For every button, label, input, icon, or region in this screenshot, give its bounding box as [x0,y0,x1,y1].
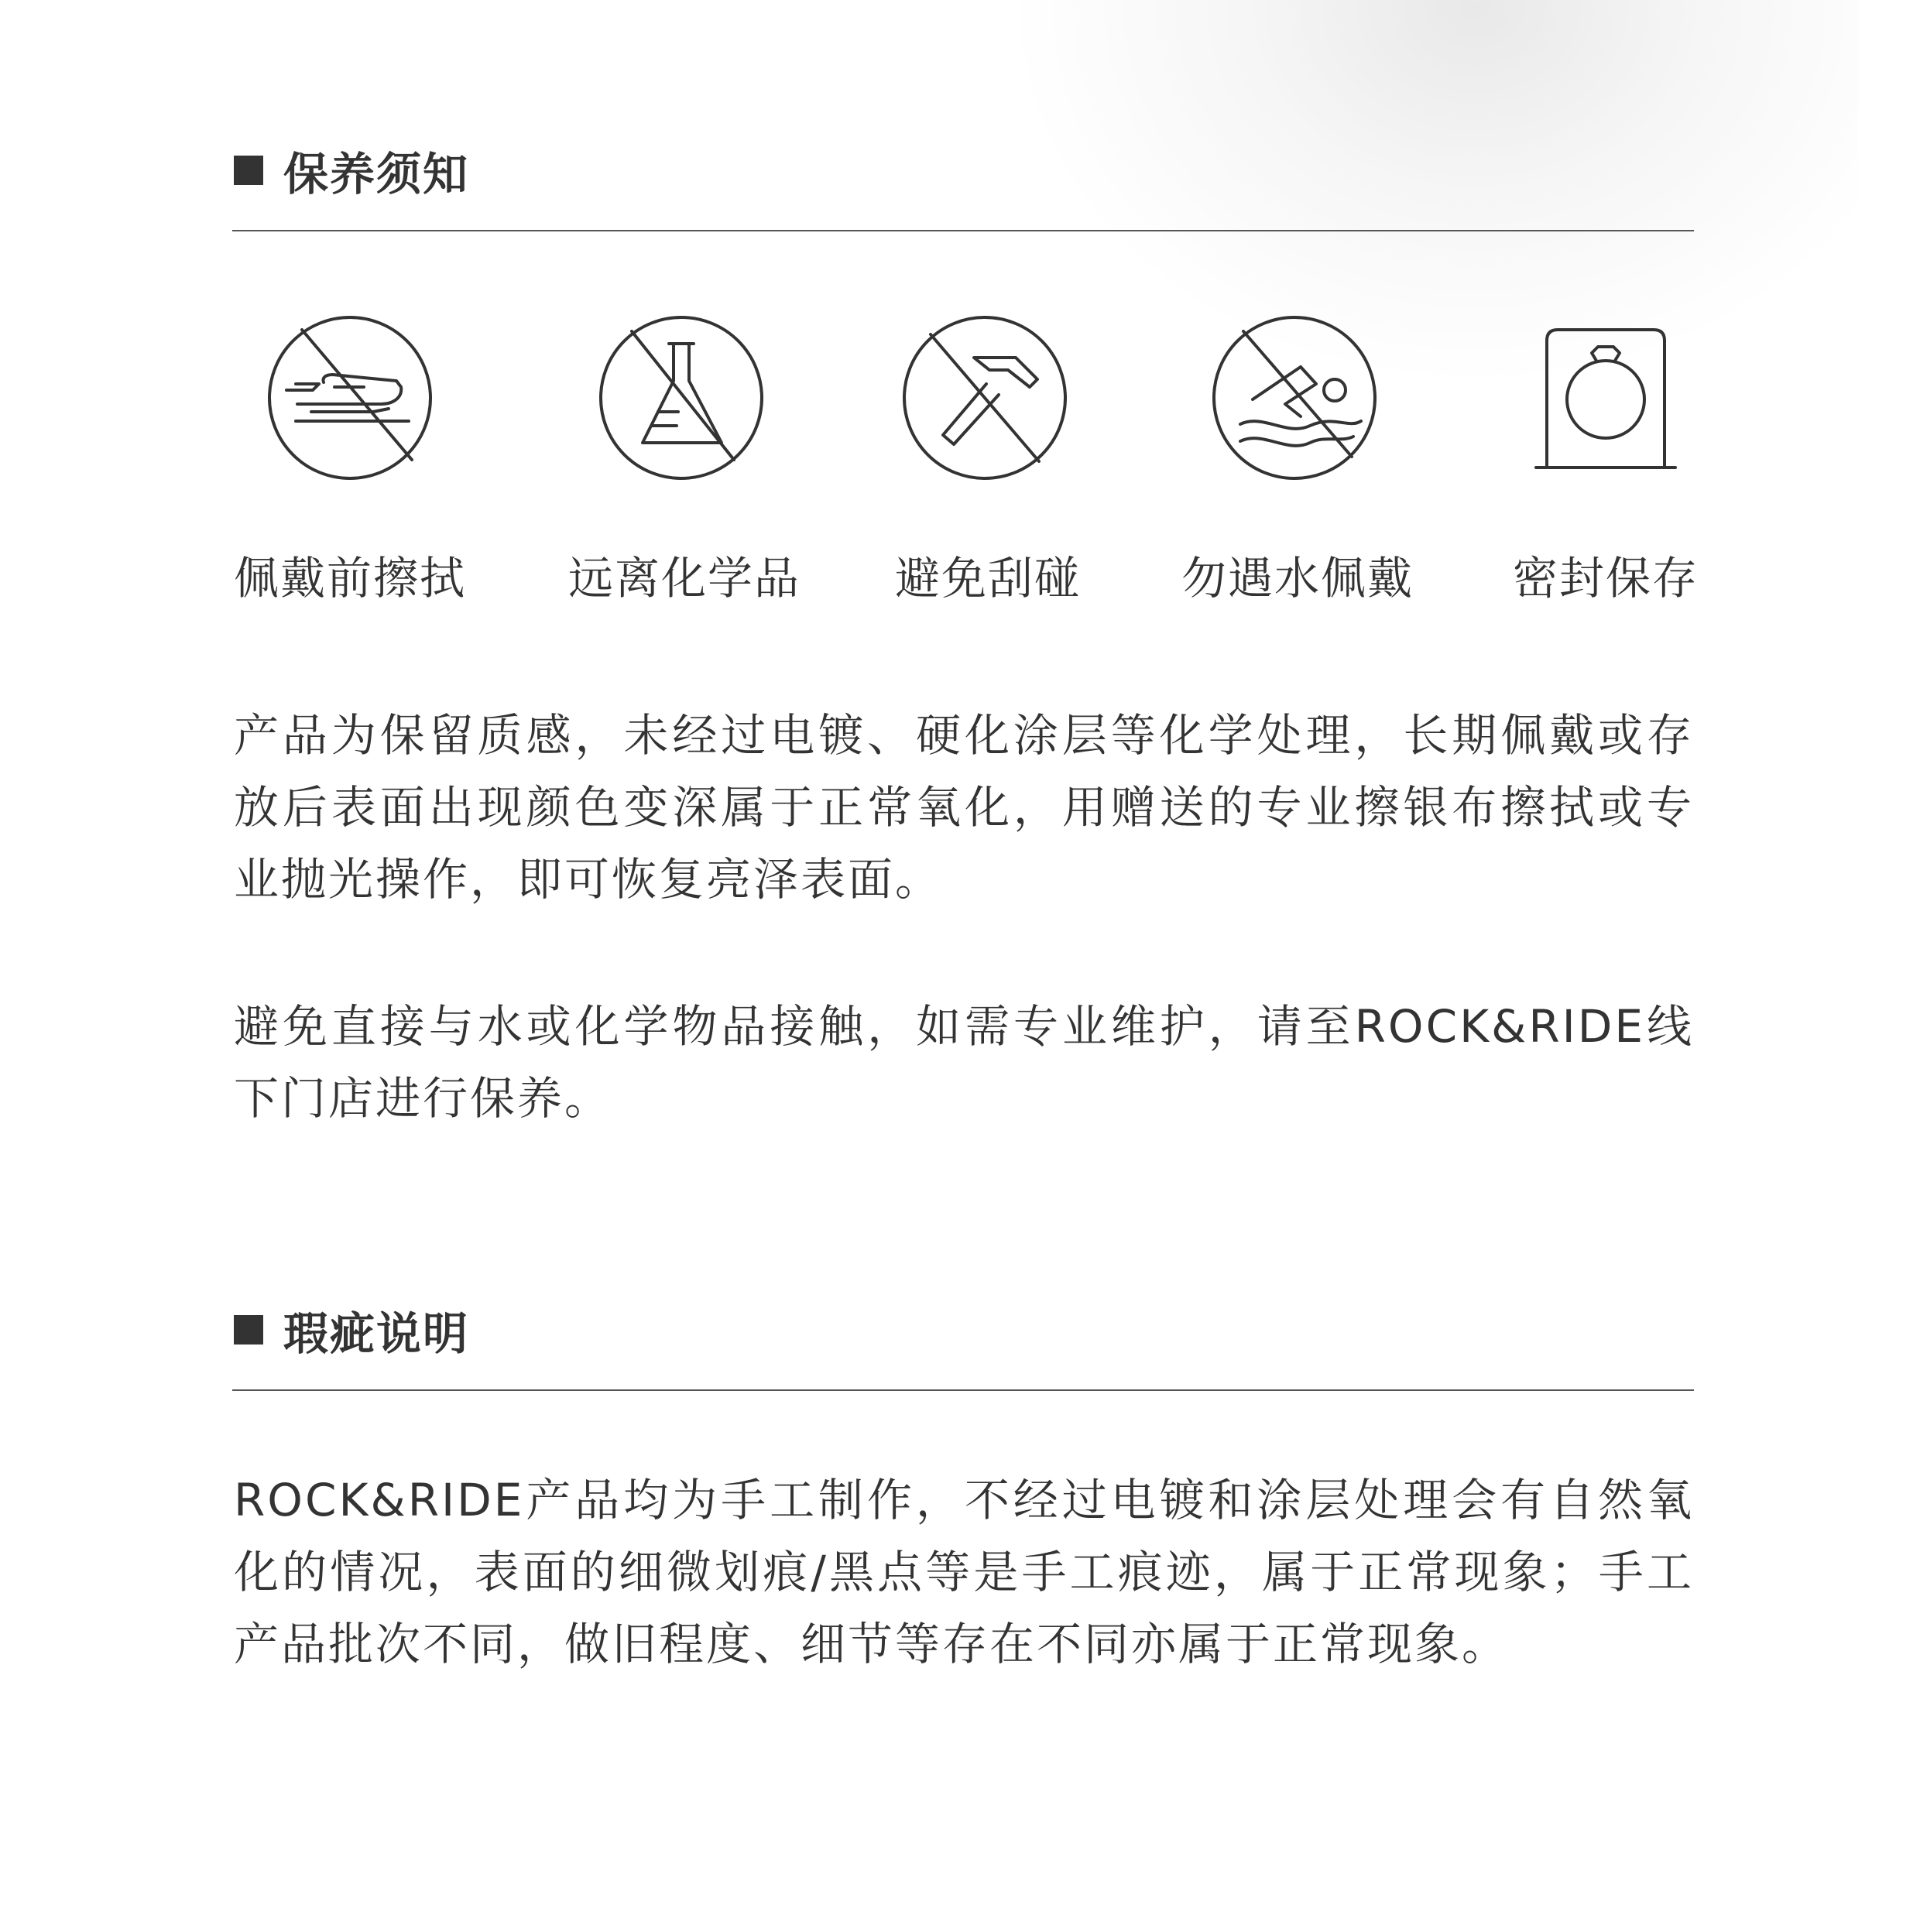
flaws-divider [232,1389,1694,1391]
heading-square-icon [234,156,263,185]
background-glow [1006,0,1858,387]
icon-label-water: 勿遇水佩戴 [1181,552,1414,605]
heading-square-icon [234,1315,263,1345]
care-divider [232,230,1694,231]
care-heading [234,138,469,203]
flaws-paragraph: ROCK&RIDE产品均为手工制作，不经过电镀和涂层处理会有自然氧化的情况，表面的细微划痕/黑点等是手工痕迹，属于正常现象；手工产品批次不同，做旧程度、细节等存在不同亦属于正常现象。 [234,1474,1694,1670]
icon-label-wipe: 佩戴前擦拭 [234,552,467,605]
icon-label-chemicals: 远离化学品 [568,552,801,605]
sealed-storage-icon [1521,313,1691,483]
care-paragraph-maintenance: 避免直接与水或化学物品接触，如需专业维护，请至ROCK&RIDE线下门店进行保养。 [234,1000,1694,1125]
icon-label-storage: 密封保存 [1513,552,1699,605]
flaws-heading-text: 瑕疵说明 [283,1307,470,1360]
care-heading-text: 保养须知 [283,148,470,200]
icon-label-impact: 避免刮碰 [895,552,1082,605]
no-impact-icon [900,313,1070,483]
flaws-heading [234,1297,469,1362]
no-swimming-icon [1209,313,1380,483]
no-chemicals-icon [596,313,766,483]
wipe-before-wear-icon [265,313,435,483]
care-paragraph-oxidation: 产品为保留质感，未经过电镀、硬化涂层等化学处理，长期佩戴或存放后表面出现颜色变深属于正常氧化，用赠送的专业擦银布擦拭或专业抛光操作，即可恢复亮泽表面。 [234,709,1694,906]
